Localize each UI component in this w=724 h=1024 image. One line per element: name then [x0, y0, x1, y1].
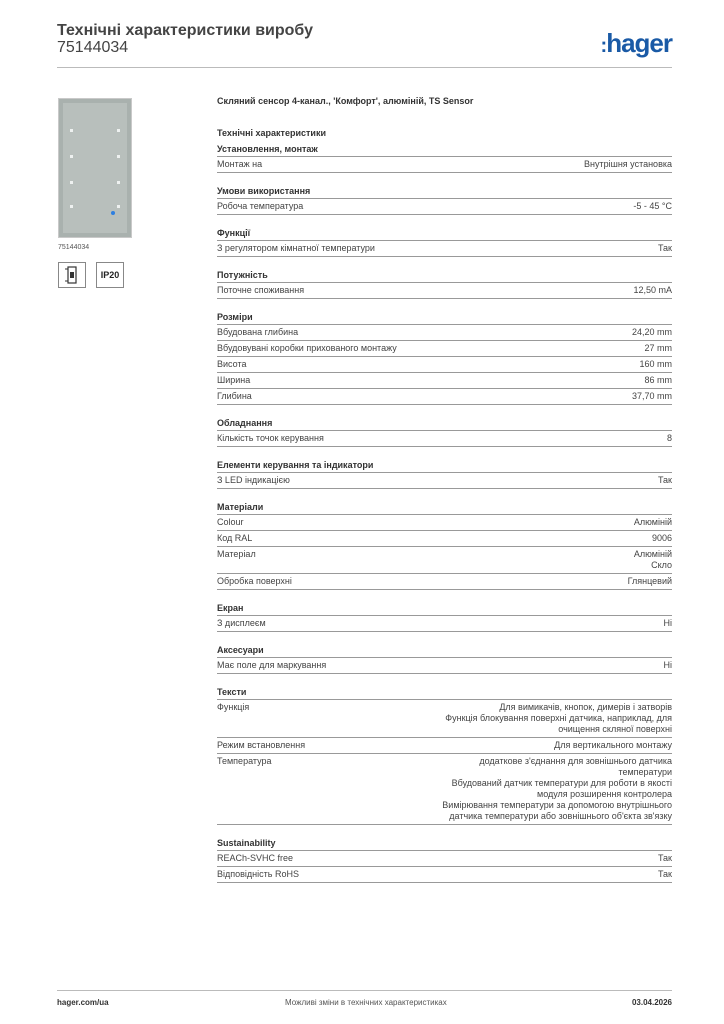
spec-key: REACh-SVHC free [217, 853, 294, 863]
spec-section [217, 186, 672, 215]
spec-row [217, 241, 672, 257]
spec-key: Поточне споживання [217, 285, 305, 295]
spec-row [217, 515, 672, 531]
footer-divider [57, 990, 672, 991]
spec-row [217, 738, 672, 754]
spec-row [217, 283, 672, 299]
spec-value: 24,20 mm [631, 327, 672, 337]
spec-row [217, 389, 672, 405]
spec-key: З дисплеєм [217, 618, 266, 628]
spec-section [217, 502, 672, 590]
spec-key: Вбудовувані коробки прихованого монтажу [217, 343, 397, 353]
spec-row [217, 531, 672, 547]
spec-row [217, 157, 672, 173]
spec-key: Код RAL [217, 533, 253, 543]
spec-key: Функція [217, 702, 250, 712]
tech-spec-heading: Технічні характеристики [217, 128, 326, 138]
spec-key: Обробка поверхні [217, 576, 292, 586]
spec-value: 12,50 mA [633, 285, 672, 295]
spec-value: Так [657, 243, 672, 253]
header-divider [57, 67, 672, 68]
spec-row [217, 357, 672, 373]
spec-key: Монтаж на [217, 159, 263, 169]
spec-key: Робоча температура [217, 201, 304, 211]
spec-value: 27 mm [644, 343, 672, 353]
spec-section [217, 838, 672, 883]
section-heading: Елементи керування та індикатори [217, 460, 672, 473]
spec-value: додаткове з'єднання для зовнішнього датчика температури Вбудований датчик температури для роботи в якості модуля розширення контролера Вимірювання температури за допомогою внутрішнього датчика температури або зовнішнього об'єкта зв'язку [442, 756, 672, 821]
spec-value: Так [657, 869, 672, 879]
spec-value: Глянцевий [627, 576, 672, 586]
spec-section [217, 312, 672, 405]
spec-row [217, 325, 672, 341]
spec-key: Кількість точок керування [217, 433, 324, 443]
spec-value: Алюміній [633, 517, 672, 527]
spec-section [217, 603, 672, 632]
product-code: 75144034 [57, 39, 129, 56]
spec-section [217, 144, 672, 173]
spec-row [217, 341, 672, 357]
spec-key: Глибина [217, 391, 252, 401]
spec-value: 160 mm [639, 359, 672, 369]
spec-value: Ні [663, 618, 672, 628]
spec-value: 9006 [651, 533, 672, 543]
spec-row [217, 754, 672, 825]
section-heading: Тексти [217, 687, 672, 700]
led-indicator [111, 211, 115, 215]
spec-row [217, 473, 672, 489]
section-heading: Функції [217, 228, 672, 241]
spec-key: Висота [217, 359, 247, 369]
spec-key: Має поле для маркування [217, 660, 327, 670]
section-heading: Обладнання [217, 418, 672, 431]
spec-value: Внутрішня установка [584, 159, 672, 169]
spec-value: Алюміній Скло [633, 549, 672, 570]
spec-value: -5 - 45 °C [633, 201, 672, 211]
spec-section [217, 228, 672, 257]
flush-mount-icon [58, 262, 86, 288]
spec-key: Режим встановлення [217, 740, 306, 750]
spec-row [217, 867, 672, 883]
spec-row [217, 700, 672, 738]
spec-value: Так [657, 853, 672, 863]
section-heading: Матеріали [217, 502, 672, 515]
section-heading: Sustainability [217, 838, 672, 851]
page-title: Технічні характеристики виробу [57, 22, 313, 39]
section-heading: Умови використання [217, 186, 672, 199]
spec-key: Вбудована глибина [217, 327, 299, 337]
spec-row [217, 616, 672, 632]
spec-value: Так [657, 475, 672, 485]
hager-logo: :hager [600, 28, 672, 58]
section-heading: Екран [217, 603, 672, 616]
spec-key: З регулятором кімнатної температури [217, 243, 375, 253]
spec-sections [217, 144, 672, 883]
ip-rating-badge: IP20 [96, 262, 124, 288]
product-title: Скляний сенсор 4-канал., 'Комфорт', алюміній, TS Sensor [217, 96, 474, 106]
footer-website[interactable]: hager.com/ua [57, 998, 109, 1007]
section-heading: Аксесуари [217, 645, 672, 658]
spec-value: 37,70 mm [631, 391, 672, 401]
spec-value: 8 [666, 433, 672, 443]
spec-row [217, 574, 672, 590]
spec-row [217, 373, 672, 389]
image-caption: 75144034 [58, 244, 90, 251]
spec-row [217, 199, 672, 215]
spec-row [217, 547, 672, 574]
spec-value: 86 mm [644, 375, 672, 385]
section-heading: Потужність [217, 270, 672, 283]
spec-key: Температура [217, 756, 272, 766]
spec-value: Для вертикального монтажу [554, 740, 672, 750]
spec-value: Ні [663, 660, 672, 670]
spec-key: Відповідність RoHS [217, 869, 299, 879]
footer-disclaimer: Можливі зміни в технічних характеристиках [285, 998, 447, 1007]
spec-key: Colour [217, 517, 244, 527]
spec-row [217, 658, 672, 674]
section-heading: Установлення, монтаж [217, 144, 672, 157]
product-image [58, 98, 132, 238]
spec-section [217, 270, 672, 299]
spec-section [217, 460, 672, 489]
spec-section [217, 645, 672, 674]
spec-section [217, 418, 672, 447]
spec-key: Матеріал [217, 549, 256, 559]
spec-section [217, 687, 672, 825]
section-heading: Розміри [217, 312, 672, 325]
footer-date: 03.04.2026 [631, 998, 672, 1007]
spec-row [217, 851, 672, 867]
spec-value: Для вимикачів, кнопок, димерів і затворів Функція блокування поверхні датчика, наприклад, для очищення скляної поверхні [445, 702, 672, 734]
spec-key: Ширина [217, 375, 251, 385]
spec-content [217, 96, 672, 883]
spec-row [217, 431, 672, 447]
spec-key: З LED індикацією [217, 475, 290, 485]
